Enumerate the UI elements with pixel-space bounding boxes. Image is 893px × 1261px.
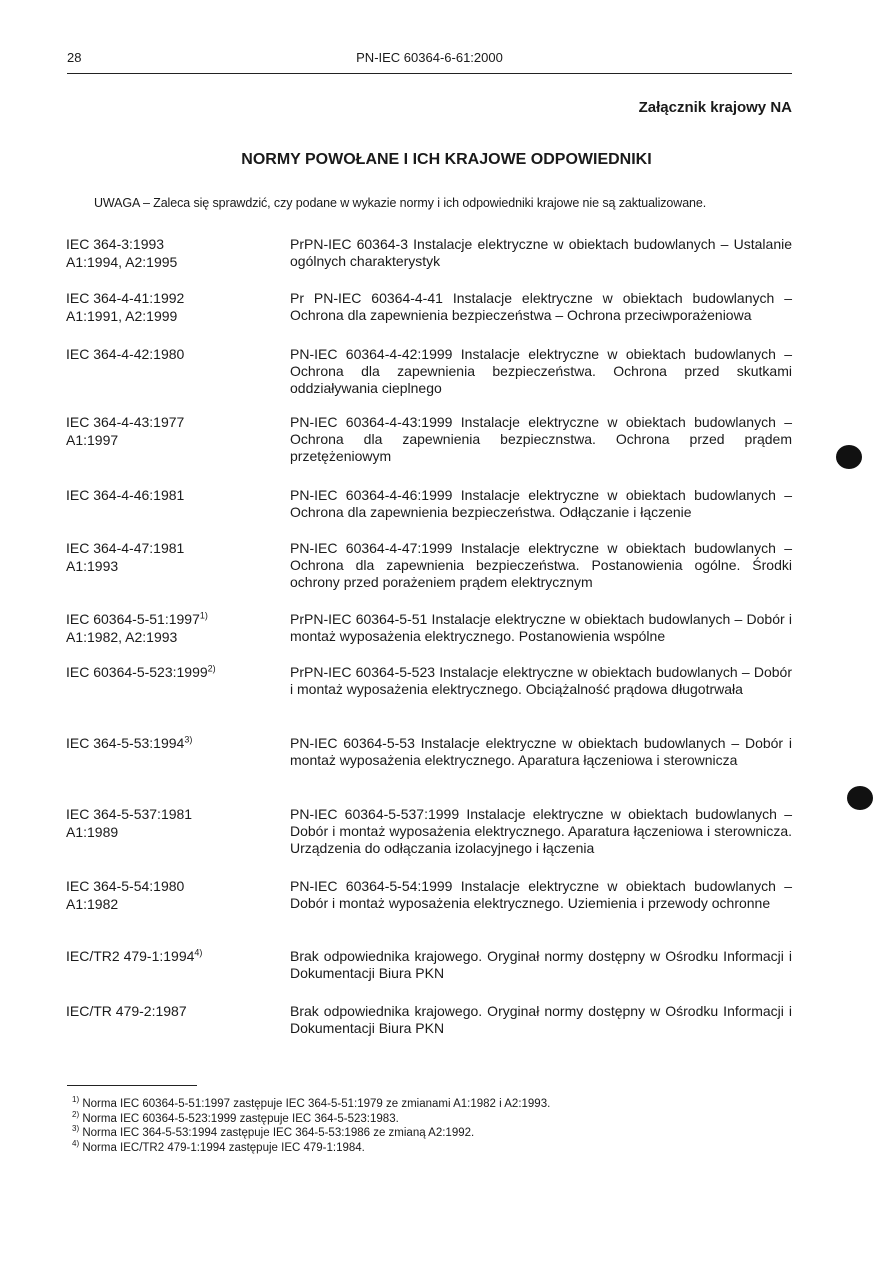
punch-hole-mark	[836, 445, 862, 469]
national-equivalent: PN-IEC 60364-4-43:1999 Instalacje elektryczne w obiektach budowlanych – Ochrona dla zapewnienia bezpiecznstwa. Ochrona przed prądem przetężeniowym	[290, 414, 792, 464]
national-equivalent: PN-IEC 60364-4-46:1999 Instalacje elektryczne w obiektach budowlanych – Ochrona dla zapewnienia bezpieczeństwa. Odłączanie i łączenie	[290, 487, 792, 520]
footnote-text: Norma IEC 364-5-53:1994 zastępuje IEC 364-5-53:1986 ze zmianą A2:1992.	[82, 1127, 475, 1139]
footnote	[72, 1109, 550, 1127]
footnote	[72, 1097, 550, 1112]
national-equivalent: Brak odpowiednika krajowego. Oryginał normy dostępny w Ośrodku Informacji i Dokumentacji Biura PKN	[290, 948, 792, 981]
iec-standard-text: IEC 364-4-46:1981	[66, 487, 185, 503]
national-equivalent: PrPN-IEC 60364-3 Instalacje elektryczne w obiektach budowlanych – Ustalanie ogólnych charakterystyk	[290, 236, 792, 269]
page-title: NORMY POWOŁANE I ICH KRAJOWE ODPOWIEDNIKI	[241, 151, 652, 168]
iec-standard-text: IEC 60364-5-51:1997	[66, 611, 200, 627]
national-equivalent: Pr PN-IEC 60364-4-41 Instalacje elektryczne w obiektach budowlanych – Ochrona dla zapewnienia bezpieczeństwa – Ochrona przeciwporażeniowa	[290, 290, 792, 323]
iec-standard	[66, 664, 266, 682]
national-equivalent: PN-IEC 60364-5-54:1999 Instalacje elektryczne w obiektach budowlanych – Dobór i montaż wyposażenia elektrycznego. Uziemienia i przewody ochronne	[290, 878, 792, 911]
national-equivalent: PN-IEC 60364-5-537:1999 Instalacje elektryczne w obiektach budowlanych – Dobór i montaż wyposażenia elektrycznego. Aparatura łączeniowa i sterownicza. Urządzenia do odłączania izolacyjnego i łączenia	[290, 806, 792, 856]
iec-standard	[66, 1003, 266, 1021]
annex-label: Załącznik krajowy NA	[638, 99, 792, 116]
footnote-text: Norma IEC 60364-5-523:1999 zastępuje IEC 364-5-523:1983.	[82, 1112, 399, 1125]
footnotes	[72, 1097, 550, 1155]
national-equivalent: PrPN-IEC 60364-5-51 Instalacje elektryczne w obiektach budowlanych – Dobór i montaż wyposażenia elektrycznego. Postanowienia wspólne	[290, 611, 792, 644]
footnote-mark: 4)	[72, 1138, 80, 1148]
national-equivalent: PN-IEC 60364-5-53 Instalacje elektryczne w obiektach budowlanych – Dobór i montaż wyposażenia elektrycznego. Aparatura łączeniowa i sterownicza	[290, 735, 792, 768]
header-rule	[67, 73, 792, 74]
iec-standard	[66, 290, 266, 325]
standard-code: PN-IEC 60364-6-61:2000	[356, 50, 503, 65]
iec-standard	[66, 346, 266, 364]
iec-standard-text: IEC/TR 479-2:1987	[66, 1003, 187, 1019]
iec-standard-text: IEC/TR2 479-1:1994	[66, 948, 195, 964]
iec-standard	[66, 414, 266, 449]
national-equivalent: PN-IEC 60364-4-47:1999 Instalacje elektryczne w obiektach budowlanych – Ochrona dla zapewnienia bezpieczeństwa. Postanowienia ogólne. Środki ochrony przed porażeniem prądem elektrycznym	[290, 540, 792, 590]
footnote-text: Norma IEC 60364-5-51:1997 zastępuje IEC 364-5-51:1979 ze zmianami A1:1982 i A2:1993.	[82, 1098, 551, 1110]
footnote-mark: 1)	[72, 1095, 80, 1105]
iec-standard	[66, 878, 266, 913]
iec-standard-text: IEC 364-5-537:1981 A1:1989	[66, 806, 193, 840]
national-equivalent: PrPN-IEC 60364-5-523 Instalacje elektryczne w obiektach budowlanych – Dobór i montaż wyposażenia elektrycznego. Obciążalność prądowa długotrwała	[290, 664, 792, 697]
iec-standard	[66, 948, 266, 966]
footnote	[72, 1138, 550, 1156]
iec-standard-text: IEC 364-4-43:1977 A1:1997	[66, 414, 185, 448]
note-text: UWAGA – Zaleca się sprawdzić, czy podane w wykazie normy i ich odpowiedniki krajowe nie są zaktualizowane.	[94, 196, 707, 210]
footnote-text: Norma IEC/TR2 479-1:1994 zastępuje IEC 479-1:1984.	[82, 1141, 365, 1154]
iec-standard-text: IEC 364-4-41:1992 A1:1991, A2:1999	[66, 290, 185, 324]
national-equivalent: Brak odpowiednika krajowego. Oryginał normy dostępny w Ośrodku Informacji i Dokumentacji Biura PKN	[290, 1003, 792, 1036]
iec-standard	[66, 735, 266, 753]
footnote-rule	[67, 1085, 197, 1086]
iec-standard-text: IEC 364-3:1993 A1:1994, A2:1995	[66, 236, 178, 270]
iec-standard	[66, 236, 266, 271]
page-number: 28	[67, 50, 82, 65]
iec-standard	[66, 806, 266, 841]
iec-standard-text: IEC 60364-5-523:1999	[66, 664, 208, 680]
national-equivalent: PN-IEC 60364-4-42:1999 Instalacje elektryczne w obiektach budowlanych – Ochrona dla zapewnienia bezpieczeństwa. Ochrona przed skutkami oddziaływania cieplnego	[290, 346, 792, 396]
iec-standard-text: IEC 364-5-53:1994	[66, 735, 185, 751]
footnote-ref: 1)	[199, 610, 208, 621]
iec-standard	[66, 487, 266, 505]
footnote-mark: 3)	[72, 1124, 80, 1134]
iec-standard-text: IEC 364-5-54:1980 A1:1982	[66, 878, 185, 912]
page-header	[67, 50, 792, 70]
footnote-ref: 2)	[207, 663, 216, 674]
punch-hole-mark	[847, 786, 873, 810]
iec-standard-text: IEC 364-4-47:1981 A1:1993	[66, 540, 185, 574]
iec-standard	[66, 611, 266, 646]
iec-standard-text: IEC 364-4-42:1980	[66, 346, 185, 362]
footnote	[72, 1126, 550, 1141]
iec-standard	[66, 540, 266, 575]
footnote-mark: 2)	[72, 1109, 80, 1119]
iec-amendments: A1:1982, A2:1993	[66, 628, 178, 645]
footnote-ref: 4)	[194, 947, 203, 958]
footnote-ref: 3)	[184, 734, 193, 745]
